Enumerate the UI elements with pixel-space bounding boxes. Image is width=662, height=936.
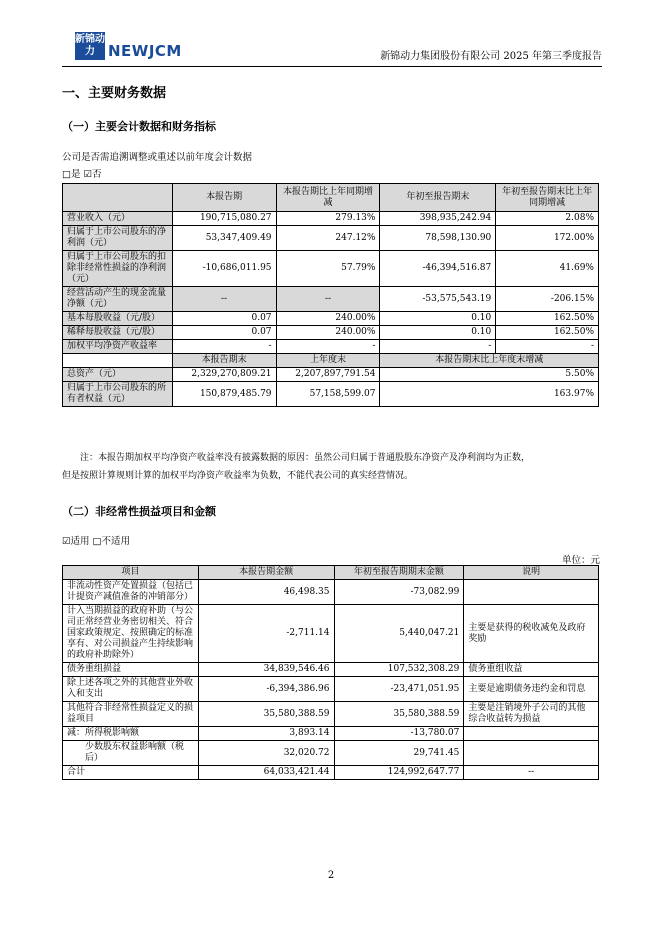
row-label: 稀释每股收益（元/股） (63, 326, 173, 340)
cell: 107,532,308.29 (334, 663, 464, 677)
cell: 57.79% (276, 251, 380, 287)
row-label: 归属于上市公司股东的扣除非经常性损益的净利润（元） (63, 251, 173, 287)
table-row (63, 212, 599, 226)
row-label: 非流动性资产处置损益（包括已计提资产减值准备的冲销部分） (63, 580, 199, 605)
cell: - (172, 340, 276, 354)
cell: 172.00% (496, 226, 599, 251)
cell: 34,839,546.46 (198, 663, 334, 677)
restate-question: 公司是否需追溯调整或重述以前年度会计数据 (62, 152, 253, 163)
cell: -- (276, 287, 380, 312)
note-line-1: 注：本报告期加权平均净资产收益率没有披露数据的原因：虽然公司归属于普通股股东净资产及净利润均为正数， (80, 453, 531, 463)
cell: 主要是逾期债务违约金和罚息 (464, 677, 599, 702)
subsection-title-2: （二）非经常性损益项目和金额 (62, 505, 216, 518)
table-header: 本报告期比上年同期增减 (276, 184, 380, 212)
row-label: 加权平均净资产收益率 (63, 340, 173, 354)
company-logo-mark: 新锦动力 (75, 32, 105, 60)
row-label: 除上述各项之外的其他营业外收入和支出 (63, 677, 199, 702)
row-label: 总资产（元） (63, 368, 173, 382)
page-header (62, 30, 602, 67)
table-header: 上年度末 (276, 354, 380, 368)
table-header: 年初至报告期末 (380, 184, 496, 212)
cell (464, 741, 599, 766)
cell: 78,598,130.90 (380, 226, 496, 251)
table-header: 年初至报告期末比上年同期增减 (496, 184, 599, 212)
table-row (63, 677, 599, 702)
table-row (63, 382, 599, 407)
cell: 190,715,080.27 (172, 212, 276, 226)
cell: 主要是获得的税收减免及政府奖励 (464, 605, 599, 663)
subsection-title-1: （一）主要会计数据和财务指标 (62, 120, 216, 133)
cell (464, 727, 599, 741)
table-row (63, 326, 599, 340)
table-row (63, 368, 599, 382)
cell: 2,207,897,791.54 (276, 368, 380, 382)
row-label: 其他符合非经常性损益定义的损益项目 (63, 702, 199, 727)
table-header: 年初至报告期期末金额 (334, 566, 464, 580)
report-title: 新锦动力集团股份有限公司 2025 年第三季度报告 (380, 51, 602, 62)
cell: 41.69% (496, 251, 599, 287)
table-row (63, 727, 599, 741)
cell: 3,893.14 (198, 727, 334, 741)
table-header: 说明 (464, 566, 599, 580)
table-row (63, 226, 599, 251)
cell: -53,575,543.19 (380, 287, 496, 312)
cell: 35,580,388.59 (334, 702, 464, 727)
table-row-total (63, 766, 599, 780)
cell: 124,992,647.77 (334, 766, 464, 780)
table-row (63, 741, 599, 766)
row-label: 归属于上市公司股东的净利润（元） (63, 226, 173, 251)
table-row (63, 312, 599, 326)
row-label: 营业收入（元） (63, 212, 173, 226)
non-recurring-table (62, 565, 599, 780)
cell: 398,935,242.94 (380, 212, 496, 226)
cell: -2,711.14 (198, 605, 334, 663)
table-row (63, 663, 599, 677)
cell: 150,879,485.79 (172, 382, 276, 407)
cell: 2,329,270,809.21 (172, 368, 276, 382)
cell: -10,686,011.95 (172, 251, 276, 287)
table-header: 本报告期末比上年度末增减 (380, 354, 599, 368)
cell: - (496, 340, 599, 354)
page-number: 2 (327, 870, 335, 881)
cell: 5,440,047.21 (334, 605, 464, 663)
table-header: 本报告期 (172, 184, 276, 212)
cell: -73,082.99 (334, 580, 464, 605)
cell: 162.50% (496, 326, 599, 340)
note-line-2: 但是按照计算规则计算的加权平均净资产收益率为负数，不能代表公司的真实经营情况。 (62, 471, 414, 481)
table-header: 项目 (63, 566, 199, 580)
cell: 0.07 (172, 326, 276, 340)
cell: 29,741.45 (334, 741, 464, 766)
cell: 0.07 (172, 312, 276, 326)
company-logo-text: NEWJCM (108, 42, 182, 60)
cell: 53,347,409.49 (172, 226, 276, 251)
table-row (63, 580, 599, 605)
cell: -206.15% (496, 287, 599, 312)
cell: 64,033,421.44 (198, 766, 334, 780)
row-label: 少数股东权益影响额（税后） (63, 741, 199, 766)
table-header (63, 184, 173, 212)
cell: 279.13% (276, 212, 380, 226)
row-label: 减：所得税影响额 (63, 727, 199, 741)
cell: 162.50% (496, 312, 599, 326)
cell: -13,780.07 (334, 727, 464, 741)
cell: -23,471,051.95 (334, 677, 464, 702)
cell: 0.10 (380, 326, 496, 340)
cell: 债务重组收益 (464, 663, 599, 677)
table-row (63, 340, 599, 354)
table-row (63, 287, 599, 312)
cell: 主要是注销境外子公司的其他综合收益转为损益 (464, 702, 599, 727)
cell: - (380, 340, 496, 354)
row-label: 合计 (63, 766, 199, 780)
row-label: 经营活动产生的现金流量净额（元） (63, 287, 173, 312)
cell: 46,498.35 (198, 580, 334, 605)
cell: 247.12% (276, 226, 380, 251)
cell: - (276, 340, 380, 354)
cell: 5.50% (380, 368, 599, 382)
cell: 32,020.72 (198, 741, 334, 766)
cell: 240.00% (276, 326, 380, 340)
cell: 57,158,599.07 (276, 382, 380, 407)
table-header: 本报告期末 (172, 354, 276, 368)
cell: -46,394,516.87 (380, 251, 496, 287)
restate-answer: □是 ☑否 (62, 169, 102, 180)
financial-indicators-table (62, 183, 599, 407)
cell: 35,580,388.59 (198, 702, 334, 727)
cell: 163.97% (380, 382, 599, 407)
row-label: 计入当期损益的政府补助（与公司正常经营业务密切相关、符合国家政策规定、按照确定的标准享有、对公司损益产生持续影响的政府补助除外） (63, 605, 199, 663)
cell: -- (464, 766, 599, 780)
cell: 2.08% (496, 212, 599, 226)
cell (464, 580, 599, 605)
row-label: 债务重组损益 (63, 663, 199, 677)
table-row (63, 702, 599, 727)
cell: -- (172, 287, 276, 312)
cell: 0.10 (380, 312, 496, 326)
table-row (63, 251, 599, 287)
unit-label: 单位：元 (561, 555, 600, 566)
table-row (63, 605, 599, 663)
applicable-checkbox: ☑适用 □不适用 (62, 536, 131, 547)
cell: 240.00% (276, 312, 380, 326)
row-label: 归属于上市公司股东的所有者权益（元） (63, 382, 173, 407)
row-label: 基本每股收益（元/股） (63, 312, 173, 326)
table-subheader-row (63, 354, 599, 368)
cell: -6,394,386.96 (198, 677, 334, 702)
section-title: 一、主要财务数据 (62, 86, 167, 101)
table-header: 本报告期金额 (198, 566, 334, 580)
